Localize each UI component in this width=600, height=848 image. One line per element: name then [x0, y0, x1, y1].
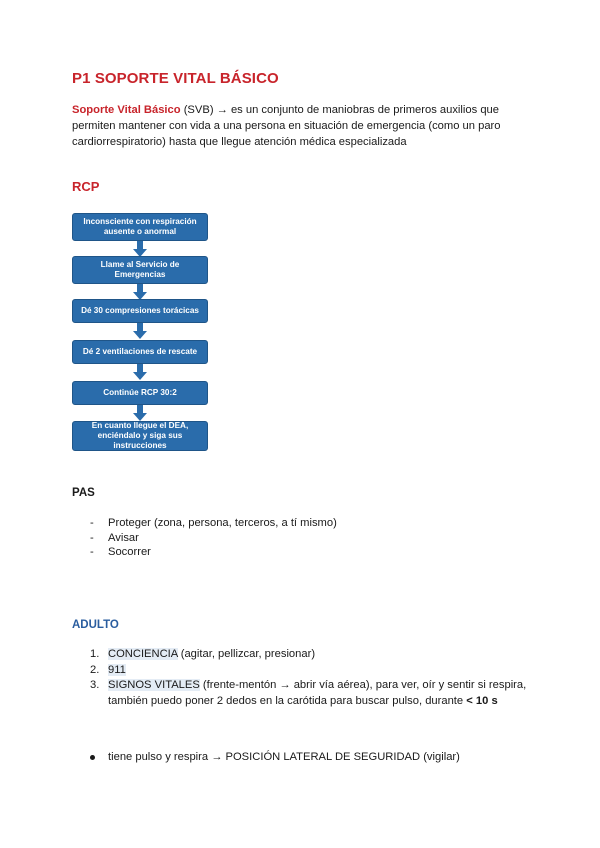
down-arrow-icon [133, 364, 147, 380]
list-number: 3. [90, 679, 100, 691]
list-item [90, 663, 540, 679]
flow-step-3: Dé 30 compresiones torácicas [72, 299, 208, 323]
time-limit: < 10 s [466, 694, 498, 707]
adulto-heading: ADULTO [72, 619, 119, 631]
intro-text: (SVB) → es un conjunto de maniobras de primeros auxilios que permiten mantener con vida a una persona en situación de emergencia (como un paro cardiorrespiratorio) hasta que llegue atención médica especializada [72, 104, 501, 148]
down-arrow-icon [133, 241, 147, 257]
flow-step-2: Llame al Servicio de Emergencias [72, 256, 208, 284]
step-text: (frente-mentón → abrir vía aérea), para ver, oír y sentir si respira, también puedo poner 2 dedos en la carótida para buscar pulso, durante [108, 679, 527, 707]
highlighted-term: 911 [108, 663, 126, 676]
rcp-heading: RCP [72, 179, 100, 194]
document-title: P1 SOPORTE VITAL BÁSICO [72, 70, 279, 87]
adulto-steps [90, 647, 540, 709]
adulto-bullets [90, 750, 460, 765]
intro-paragraph [72, 102, 532, 150]
pas-list [90, 516, 337, 560]
bullet-text: tiene pulso y respira → POSICIÓN LATERAL DE SEGURIDAD (vigilar) [108, 751, 460, 763]
highlighted-term: SIGNOS VITALES [108, 679, 200, 691]
list-item: - Proteger (zona, persona, terceros, a tí mismo) [90, 516, 337, 531]
pas-heading: PAS [72, 487, 95, 499]
bullet-icon [90, 755, 95, 760]
list-number: 2. [90, 663, 100, 676]
list-item [90, 647, 540, 663]
down-arrow-icon [133, 284, 147, 300]
flow-step-6: En cuanto llegue el DEA, enciéndalo y siga sus instrucciones [72, 421, 208, 451]
highlighted-term: CONCIENCIA [108, 648, 178, 660]
down-arrow-icon [133, 405, 147, 421]
step-text: (agitar, pellizcar, presionar) [177, 648, 316, 660]
list-number: 1. [90, 648, 100, 660]
svb-term: Soporte Vital Básico [72, 104, 181, 116]
list-item: - Socorrer [90, 545, 337, 560]
list-item: - Avisar [90, 531, 337, 546]
list-item [90, 750, 460, 765]
flow-step-5: Continúe RCP 30:2 [72, 381, 208, 405]
flow-step-1: Inconsciente con respiración ausente o anormal [72, 213, 208, 241]
list-item [90, 678, 540, 709]
flow-step-4: Dé 2 ventilaciones de rescate [72, 340, 208, 364]
down-arrow-icon [133, 323, 147, 339]
